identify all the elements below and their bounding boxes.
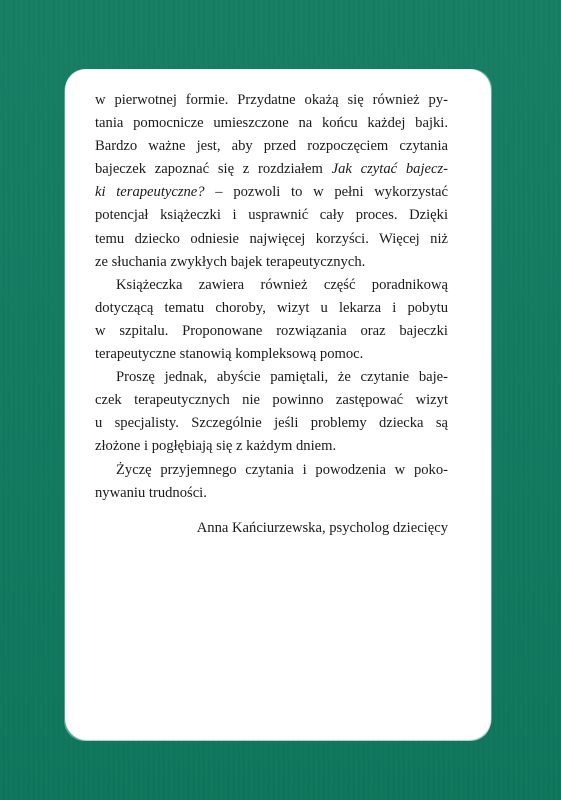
body-line: Bardzo ważne jest, aby przed rozpoczęciem czytania — [95, 138, 448, 155]
body-text: bajeczek zapoznać się z rozdziałem — [95, 161, 332, 178]
body-line: czek terapeutycznych nie powinno zastępować wizyt — [95, 392, 448, 409]
body-line: ze słuchania zwykłych bajek terapeutycznych. — [95, 253, 366, 270]
body-line: złożone i pogłębiają się z każdym dniem. — [95, 438, 337, 455]
body-line: terapeutyczne stanowią kompleksową pomoc. — [95, 346, 364, 363]
body-line: Proszę jednak, abyście pamiętali, że czytanie baje- — [116, 369, 448, 386]
body-line: Życzę przyjemnego czytania i powodzenia w poko- — [116, 461, 448, 478]
body-text: – pozwoli to w pełni wykorzystać — [204, 184, 448, 201]
body-line: w pierwotnej formie. Przydatne okażą się również py- — [95, 92, 448, 108]
body-line: w szpitalu. Proponowane rozwiązania oraz bajeczki — [95, 322, 448, 339]
author-signature: Anna Kańciurzewska, psycholog dziecięcy — [196, 519, 448, 536]
body-line: nywaniu trudności. — [95, 484, 207, 501]
body-line — [95, 181, 448, 204]
chapter-title-italic: Jak czytać bajecz- — [331, 161, 448, 178]
body-line: potencjał książeczki i usprawnić cały proces. Dzięki — [95, 207, 448, 224]
chapter-title-italic: ki terapeutyczne? — [95, 184, 205, 201]
body-line: dotyczącą tematu choroby, wizyt u lekarza i pobytu — [95, 299, 448, 316]
body-line — [95, 158, 448, 181]
body-line: tania pomocnicze umieszczone na końcu każdej bajki. — [95, 115, 448, 132]
body-line: u specjalisty. Szczególnie jeśli problemy dziecka są — [95, 415, 448, 432]
document-body — [95, 89, 448, 540]
body-line: temu dziecko odniesie najwięcej korzyści. Więcej niż — [95, 230, 448, 247]
body-line: Książeczka zawiera również część poradnikową — [116, 276, 448, 293]
